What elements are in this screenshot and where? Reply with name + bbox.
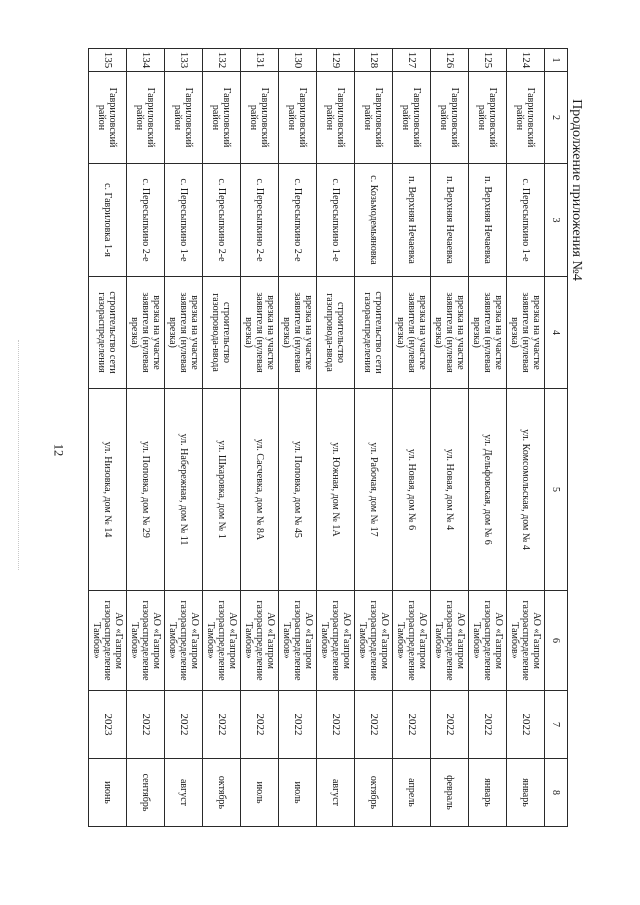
district-cell: Гавриловский район (165, 72, 203, 164)
work-type-cell: строительство газопровода-ввода (317, 277, 355, 389)
work-type-cell: врезка на участке заявителя (нулевая врезка) (165, 277, 203, 389)
organization-cell: АО «Газпром газораспределение Тамбов» (127, 591, 165, 691)
address-cell: ул. Новая, дом № 4 (431, 389, 469, 591)
organization-cell: АО «Газпром газораспределение Тамбов» (431, 591, 469, 691)
settlement-cell: п. Верхняя Нечаевка (431, 164, 469, 277)
month-cell: январь (507, 759, 545, 827)
row-number-cell: 125 (469, 49, 507, 72)
district-cell: Гавриловский район (203, 72, 241, 164)
settlement-cell: с. Пересыпкино 2-е (241, 164, 279, 277)
organization-cell: АО «Газпром газораспределение Тамбов» (89, 591, 127, 691)
table-row (317, 49, 355, 827)
address-cell: ул. Новая, дом № 6 (393, 389, 431, 591)
table-row (431, 49, 469, 827)
table-row (507, 49, 545, 827)
scan-artifact-line (18, 340, 20, 570)
address-cell: ул. Сасчевка, дом № 8А (241, 389, 279, 591)
table-row (393, 49, 431, 827)
address-cell: ул. Поповка, дом № 45 (279, 389, 317, 591)
year-cell: 2022 (203, 691, 241, 759)
district-cell: Гавриловский район (355, 72, 393, 164)
header-cell-8: 8 (545, 759, 568, 827)
organization-cell: АО «Газпром газораспределение Тамбов» (241, 591, 279, 691)
table-row (203, 49, 241, 827)
table-container (88, 48, 568, 826)
work-type-cell: строительство сети газораспределения (89, 277, 127, 389)
header-row (545, 49, 568, 827)
month-cell: август (165, 759, 203, 827)
organization-cell: АО «Газпром газораспределение Тамбов» (507, 591, 545, 691)
district-cell: Гавриловский район (317, 72, 355, 164)
organization-cell: АО «Газпром газораспределение Тамбов» (203, 591, 241, 691)
month-cell: октябрь (355, 759, 393, 827)
table-row (469, 49, 507, 827)
table-body (89, 49, 545, 827)
district-cell: Гавриловский район (469, 72, 507, 164)
year-cell: 2022 (127, 691, 165, 759)
month-cell: апрель (393, 759, 431, 827)
row-number-cell: 128 (355, 49, 393, 72)
work-type-cell: строительство газопровода-ввода (203, 277, 241, 389)
page-number: 12 (51, 443, 66, 457)
settlement-cell: с. Пересыпкино 1-е (507, 164, 545, 277)
address-cell: ул. Шкаровка, дом № 1 (203, 389, 241, 591)
year-cell: 2022 (317, 691, 355, 759)
work-type-cell: строительство сети газораспределения (355, 277, 393, 389)
year-cell: 2022 (431, 691, 469, 759)
header-cell-3: 3 (545, 164, 568, 277)
district-cell: Гавриловский район (431, 72, 469, 164)
month-cell: июль (279, 759, 317, 827)
year-cell: 2022 (393, 691, 431, 759)
row-number-cell: 129 (317, 49, 355, 72)
table-row (241, 49, 279, 827)
table-row (89, 49, 127, 827)
settlement-cell: с. Пересыпкино 1-е (317, 164, 355, 277)
year-cell: 2022 (241, 691, 279, 759)
year-cell: 2022 (355, 691, 393, 759)
header-cell-2: 2 (545, 72, 568, 164)
table-header (545, 49, 568, 827)
row-number-cell: 133 (165, 49, 203, 72)
row-number-cell: 124 (507, 49, 545, 72)
year-cell: 2023 (89, 691, 127, 759)
row-number-cell: 126 (431, 49, 469, 72)
rotated-table-frame (88, 48, 568, 826)
address-cell: ул. Низовка, дом № 14 (89, 389, 127, 591)
settlement-cell: с. Пересыпкино 1-е (165, 164, 203, 277)
header-cell-6: 6 (545, 591, 568, 691)
settlement-cell: с. Козьмодемьяновка (355, 164, 393, 277)
organization-cell: АО «Газпром газораспределение Тамбов» (317, 591, 355, 691)
row-number-cell: 135 (89, 49, 127, 72)
district-cell: Гавриловский район (89, 72, 127, 164)
year-cell: 2022 (507, 691, 545, 759)
row-number-cell: 132 (203, 49, 241, 72)
district-cell: Гавриловский район (393, 72, 431, 164)
work-type-cell: врезка на участке заявителя (нулевая врезка) (431, 277, 469, 389)
address-cell: ул. Поповка, дом № 29 (127, 389, 165, 591)
district-cell: Гавриловский район (507, 72, 545, 164)
work-type-cell: врезка на участке заявителя (нулевая врезка) (127, 277, 165, 389)
month-cell: октябрь (203, 759, 241, 827)
appendix-continuation-caption: Продолжение приложения №4 (569, 99, 584, 281)
address-cell: ул. Комсомольская, дом № 4 (507, 389, 545, 591)
table-row (355, 49, 393, 827)
month-cell: январь (469, 759, 507, 827)
settlement-cell: п. Верхняя Нечаевка (469, 164, 507, 277)
header-cell-5: 5 (545, 389, 568, 591)
year-cell: 2022 (165, 691, 203, 759)
work-type-cell: врезка на участке заявителя (нулевая врезка) (469, 277, 507, 389)
settlement-cell: с. Пересыпкино 2-е (127, 164, 165, 277)
work-type-cell: врезка на участке заявителя (нулевая врезка) (241, 277, 279, 389)
settlement-cell: с. Пересыпкино 2-е (279, 164, 317, 277)
address-cell: ул. Дельфовская, дом № 6 (469, 389, 507, 591)
year-cell: 2022 (469, 691, 507, 759)
row-number-cell: 134 (127, 49, 165, 72)
address-cell: ул. Рабочая, дом № 17 (355, 389, 393, 591)
work-type-cell: врезка на участке заявителя (нулевая врезка) (279, 277, 317, 389)
district-cell: Гавриловский район (127, 72, 165, 164)
settlement-cell: п. Верхняя Нечаевка (393, 164, 431, 277)
address-cell: ул. Набережная, дом № 11 (165, 389, 203, 591)
organization-cell: АО «Газпром газораспределение Тамбов» (355, 591, 393, 691)
table-row (279, 49, 317, 827)
header-cell-7: 7 (545, 691, 568, 759)
header-cell-1: 1 (545, 49, 568, 72)
organization-cell: АО «Газпром газораспределение Тамбов» (279, 591, 317, 691)
row-number-cell: 131 (241, 49, 279, 72)
district-cell: Гавриловский район (241, 72, 279, 164)
work-type-cell: врезка на участке заявителя (нулевая врезка) (507, 277, 545, 389)
month-cell: август (317, 759, 355, 827)
organization-cell: АО «Газпром газораспределение Тамбов» (393, 591, 431, 691)
organization-cell: АО «Газпром газораспределение Тамбов» (469, 591, 507, 691)
table-row (127, 49, 165, 827)
district-cell: Гавриловский район (279, 72, 317, 164)
row-number-cell: 127 (393, 49, 431, 72)
month-cell: июль (241, 759, 279, 827)
address-cell: ул. Южная, дом № 1А (317, 389, 355, 591)
settlement-cell: с. Гавриловка 1-я (89, 164, 127, 277)
settlement-cell: с. Пересыпкино 2-е (203, 164, 241, 277)
work-type-cell: врезка на участке заявителя (нулевая врезка) (393, 277, 431, 389)
table-row (165, 49, 203, 827)
organization-cell: АО «Газпром газораспределение Тамбов» (165, 591, 203, 691)
month-cell: июнь (89, 759, 127, 827)
row-number-cell: 130 (279, 49, 317, 72)
month-cell: февраль (431, 759, 469, 827)
gasification-schedule-table (88, 48, 568, 827)
month-cell: сентябрь (127, 759, 165, 827)
year-cell: 2022 (279, 691, 317, 759)
header-cell-4: 4 (545, 277, 568, 389)
